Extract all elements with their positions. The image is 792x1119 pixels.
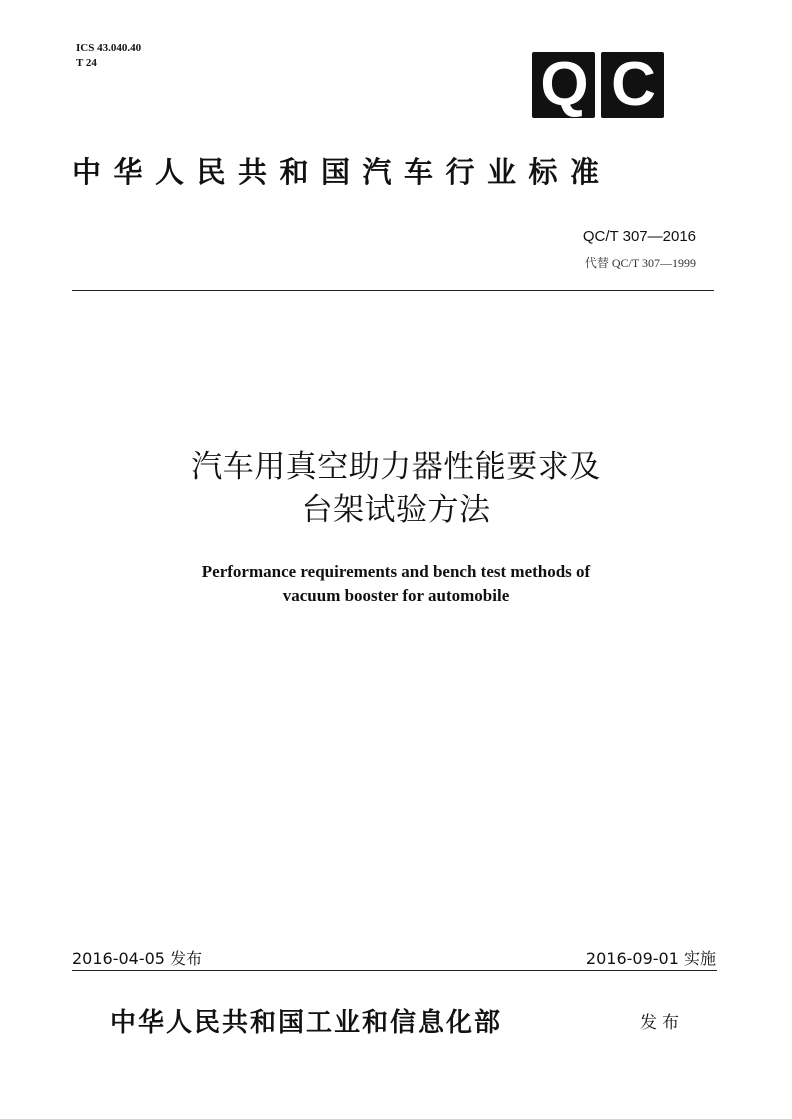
english-title-line-1: Performance requirements and bench test methods of bbox=[201, 562, 591, 581]
standard-number: QC/T 307—2016 bbox=[582, 228, 696, 245]
implementation-date: 2016-09-01 实施 bbox=[585, 949, 716, 968]
issuing-ministry: 中华人民共和国工业和信息化部 bbox=[110, 1008, 503, 1038]
issue-date: 2016-04-05 发布 bbox=[72, 949, 203, 968]
replaces-standard: 代替 QC/T 307—1999 bbox=[584, 256, 696, 270]
classification-code: T 24 bbox=[76, 57, 97, 69]
qc-logo-letter-c: C bbox=[601, 52, 664, 118]
english-title bbox=[72, 560, 720, 608]
qc-logo-letter-q: Q bbox=[532, 52, 595, 118]
qc-logo bbox=[532, 52, 664, 118]
chinese-title bbox=[72, 446, 720, 532]
english-title-line-2: vacuum booster for automobile bbox=[282, 586, 510, 605]
bottom-divider bbox=[72, 970, 717, 971]
top-divider bbox=[72, 290, 714, 291]
chinese-title-line-2: 台架试验方法 bbox=[301, 492, 491, 528]
chinese-title-line-1: 汽车用真空助力器性能要求及 bbox=[191, 449, 601, 485]
ics-code: ICS 43.040.40 bbox=[76, 42, 142, 54]
publish-label: 发布 bbox=[640, 1013, 684, 1033]
industry-standard-title: 中华人民共和国汽车行业标准 bbox=[72, 155, 612, 189]
